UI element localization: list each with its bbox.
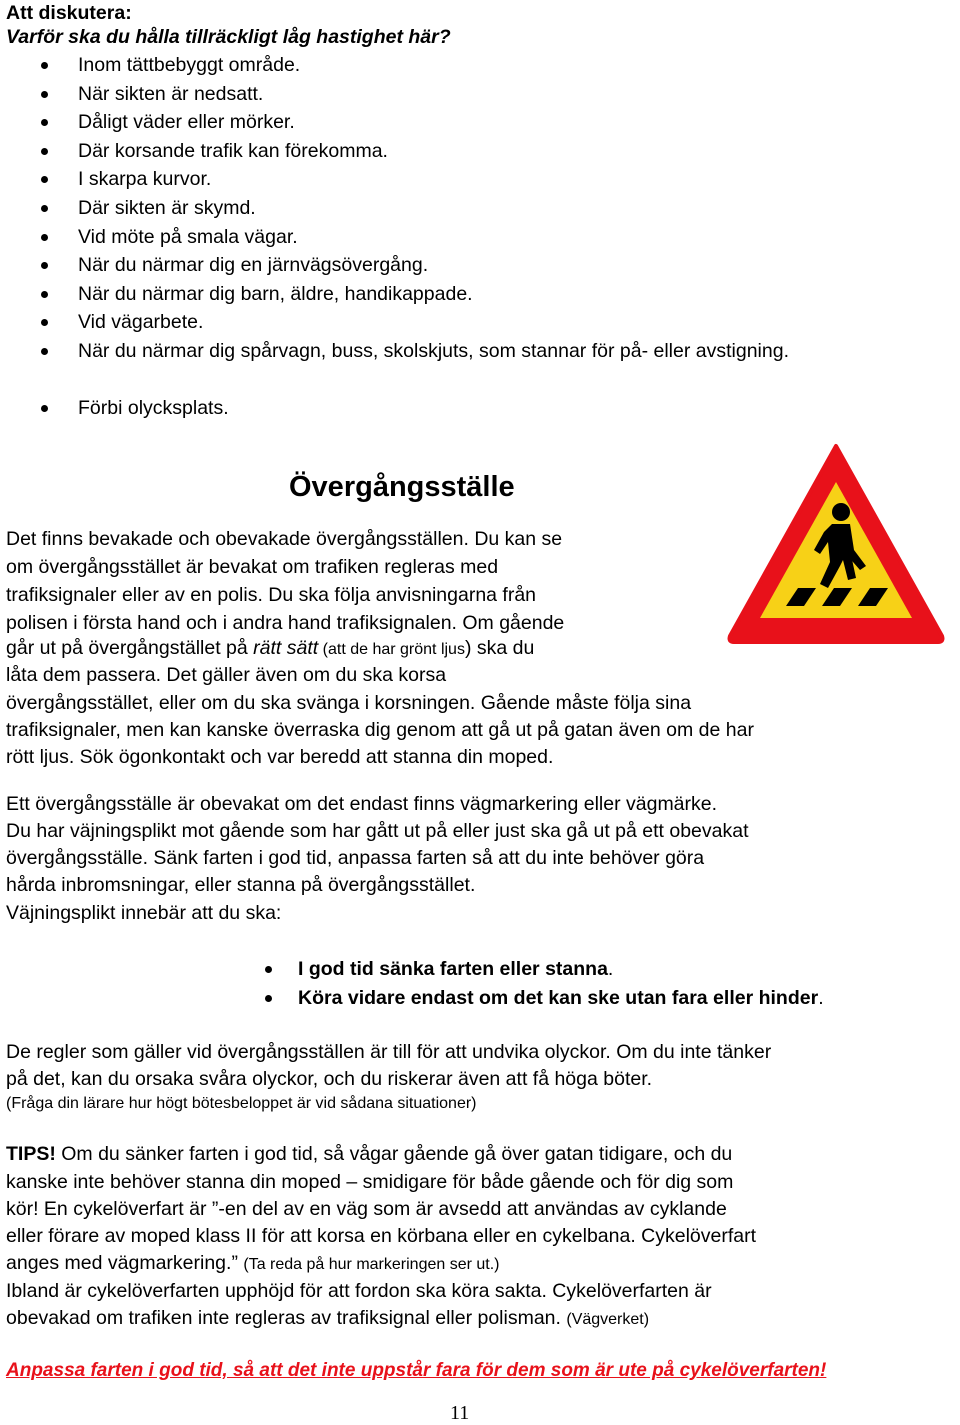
paragraph-line: övergångsställe. Sänk farten i god tid, anpassa farten så att du inte behöver göra [6,847,705,869]
bullet-icon [41,234,48,241]
paragraph-line: Det finns bevakade och obevakade övergångsställen. Du kan se [6,528,563,550]
list-item: När du närmar dig en järnvägsövergång. [40,251,838,280]
list-item: Förbi olycksplats. [40,394,838,423]
list-item: Dåligt väder eller mörker. [40,108,838,137]
bullet-icon [41,262,48,269]
list-item: När sikten är nedsatt. [40,80,838,109]
list-item: Inom tättbebyggt område. [40,51,838,80]
yield-duty-list [263,955,824,1013]
tips-label: TIPS! [6,1143,56,1165]
paragraph-line: Ibland är cykelöverfarten upphöjd för att fordon ska köra sakta. Cykelöverfarten är [6,1280,712,1302]
paragraph-line: om övergångsstället är bevakat om trafiken regleras med [6,556,499,578]
page-number: 11 [450,1402,470,1424]
list-item: I god tid sänka farten eller stanna. [263,955,824,984]
bullet-icon [41,205,48,212]
paragraph-line: (Fråga din lärare hur högt bötesbeloppet är vid sådana situationer) [6,1095,477,1112]
list-item: Där sikten är skymd. [40,194,838,223]
tips-line: TIPS! Om du sänker farten i god tid, så vågar gående gå över gatan tidigare, och du [6,1143,733,1165]
paragraph-line: trafiksignaler eller av en polis. Du ska följa anvisningarna från [6,584,537,606]
bullet-icon [41,405,48,412]
paragraph-line: rött ljus. Sök ögonkontakt och var beredd att stanna din moped. [6,746,554,768]
discuss-heading: Att diskutera: [6,2,132,24]
paragraph-line: på det, kan du orsaka svåra olyckor, och du riskerar även att få höga böter. [6,1068,653,1090]
bullet-icon [41,291,48,298]
bullet-icon [41,148,48,155]
paragraph-line: trafiksignaler, men kan kanske överraska dig genom att gå ut på gatan även om de har [6,719,754,741]
bullet-icon [41,62,48,69]
paragraph-line: Väjningsplikt innebär att du ska: [6,902,282,924]
bullet-icon [41,91,48,98]
pedestrian-crossing-sign-icon [724,438,948,646]
section-title: Övergångsställe [289,471,515,503]
paragraph-line: låta dem passera. Det gäller även om du ska korsa [6,664,447,686]
bullet-icon [41,319,48,326]
list-item: När du närmar dig spårvagn, buss, skolskjuts, som stannar för på- eller avstigning. [40,337,838,394]
paragraph-line: går ut på övergångstället på rätt sätt (att de har grönt ljus) ska du [6,637,535,659]
discuss-list [40,51,838,423]
paragraph-line: obevakad om trafiken inte regleras av trafiksignal eller polisman. (Vägverket) [6,1307,650,1329]
list-item: Vid möte på smala vägar. [40,223,838,252]
bullet-icon [41,348,48,355]
paragraph-line: eller förare av moped klass II för att korsa en körbana eller en cykelbana. Cykelöverfart [6,1225,757,1247]
warning-text: Anpassa farten i god tid, så att det inte uppstår fara för dem som är ute på cykelöverfarten! [6,1360,827,1381]
paragraph-line: hårda inbromsningar, eller stanna på övergångsstället. [6,874,476,896]
paragraph-line: De regler som gäller vid övergångsställen är till för att undvika olyckor. Om du inte tänker [6,1041,772,1063]
list-item: I skarpa kurvor. [40,165,838,194]
bullet-icon [41,119,48,126]
list-item: Vid vägarbete. [40,308,838,337]
bullet-icon [41,176,48,183]
bullet-icon [265,995,272,1002]
paragraph-line: Ett övergångsställe är obevakat om det endast finns vägmarkering eller vägmärke. [6,793,718,815]
paragraph-line: polisen i första hand och i andra hand trafiksignalen. Om gående [6,612,565,634]
paragraph-line: Du har väjningsplikt mot gående som har gått ut på eller just ska gå ut på ett obevakat [6,820,749,842]
paragraph-line: anges med vägmarkering.” (Ta reda på hur markeringen ser ut.) [6,1252,500,1274]
paragraph-line: kör! En cykelöverfart är ”-en del av en väg som är avsedd att användas av cyklande [6,1198,727,1220]
bullet-icon [265,966,272,973]
paragraph-line: kanske inte behöver stanna din moped – smidigare för både gående och för dig som [6,1171,734,1193]
list-item: Köra vidare endast om det kan ske utan fara eller hinder. [263,984,824,1013]
list-item: Där korsande trafik kan förekomma. [40,137,838,166]
paragraph-line: övergångsstället, eller om du ska svänga i korsningen. Gående måste följa sina [6,692,692,714]
list-item: När du närmar dig barn, äldre, handikappade. [40,280,838,309]
discuss-question: Varför ska du hålla tillräckligt låg hastighet här? [6,26,451,48]
